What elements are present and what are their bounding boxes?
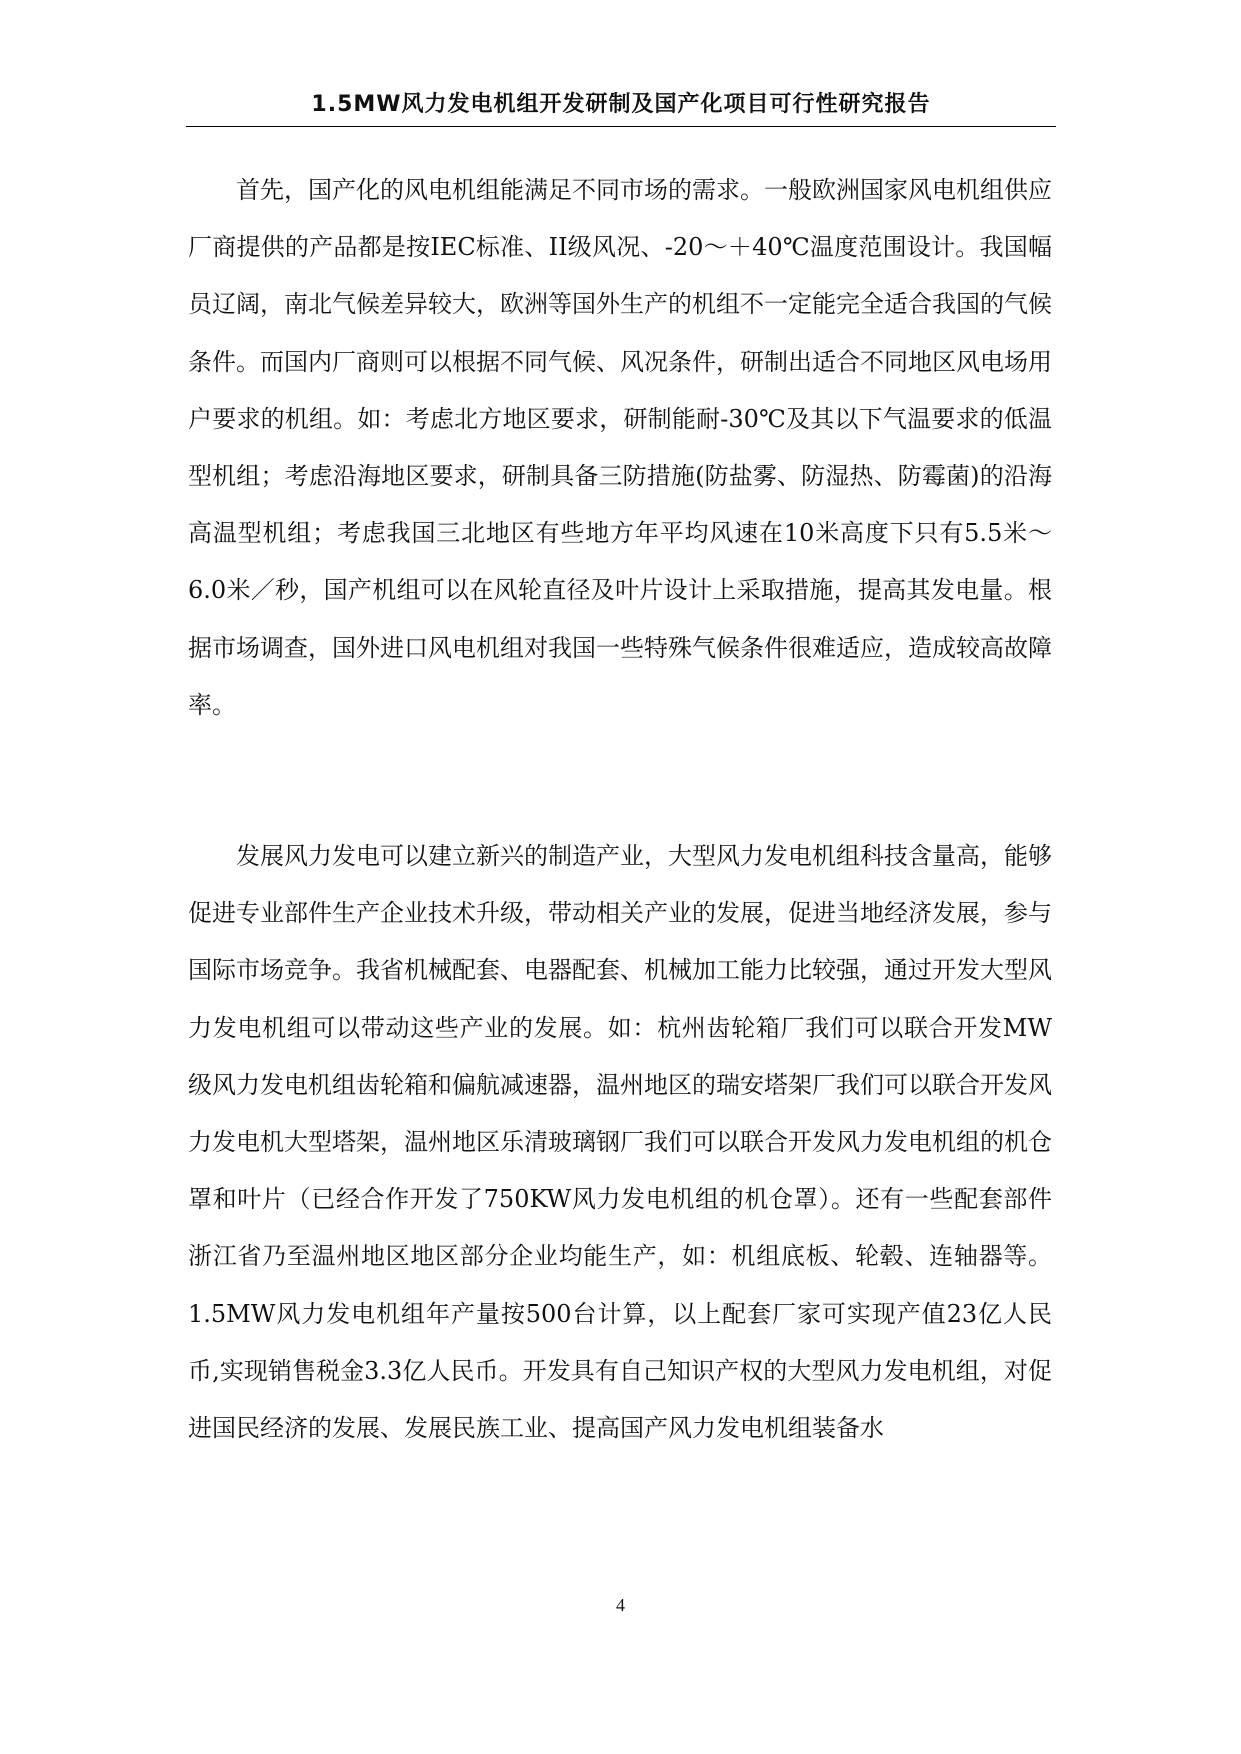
- body-paragraph-1: 首先，国产化的风电机组能满足不同市场的需求。一般欧洲国家风电机组供应厂商提供的产品都是按IEC标准、II级风况、-20～＋40℃温度范围设计。我国幅员辽阔，南北气候差异较大，欧洲等国外生产的机组不一定能完全适合我国的气候条件。而国内厂商则可以根据不同气候、风况条件，研制出适合不同地区风电场用户要求的机组。如：考虑北方地区要求，研制能耐-30℃及其以下气温要求的低温型机组；考虑沿海地区要求，研制具备三防措施(防盐雾、防湿热、防霉菌)的沿海高温型机组；考虑我国三北地区有些地方年平均风速在10米高度下只有5.5米～6.0米／秒，国产机组可以在风轮直径及叶片设计上采取措施，提高其发电量。根据市场调查，国外进口风电机组对我国一些特殊气候条件很难适应，造成较高故障率。: [188, 176, 1052, 719]
- page-header-title: 1.5MW风力发电机组开发研制及国产化项目可行性研究报告: [311, 92, 931, 117]
- body-paragraph-2: 发展风力发电可以建立新兴的制造产业，大型风力发电机组科技含量高，能够促进专业部件生产企业技术升级，带动相关产业的发展，促进当地经济发展，参与国际市场竞争。我省机械配套、电器配套、机械加工能力比较强，通过开发大型风力发电机组可以带动这些产业的发展。如：杭州齿轮箱厂我们可以联合开发MW级风力发电机组齿轮箱和偏航减速器，温州地区的瑞安塔架厂我们可以联合开发风力发电机大型塔架，温州地区乐清玻璃钢厂我们可以联合开发风力发电机组的机仓罩和叶片（已经合作开发了750KW风力发电机组的机仓罩）。还有一些配套部件浙江省乃至温州地区地区部分企业均能生产，如：机组底板、轮毂、连轴器等。1.5MW风力发电机组年产量按500台计算，以上配套厂家可实现产值23亿人民币,实现销售税金3.3亿人民币。开发具有自己知识产权的大型风力发电机组，对促进国民经济的发展、发展民族工业、提高国产风力发电机组装备水: [188, 842, 1052, 1443]
- header-divider: [186, 126, 1056, 127]
- page-number: 4: [616, 1595, 625, 1615]
